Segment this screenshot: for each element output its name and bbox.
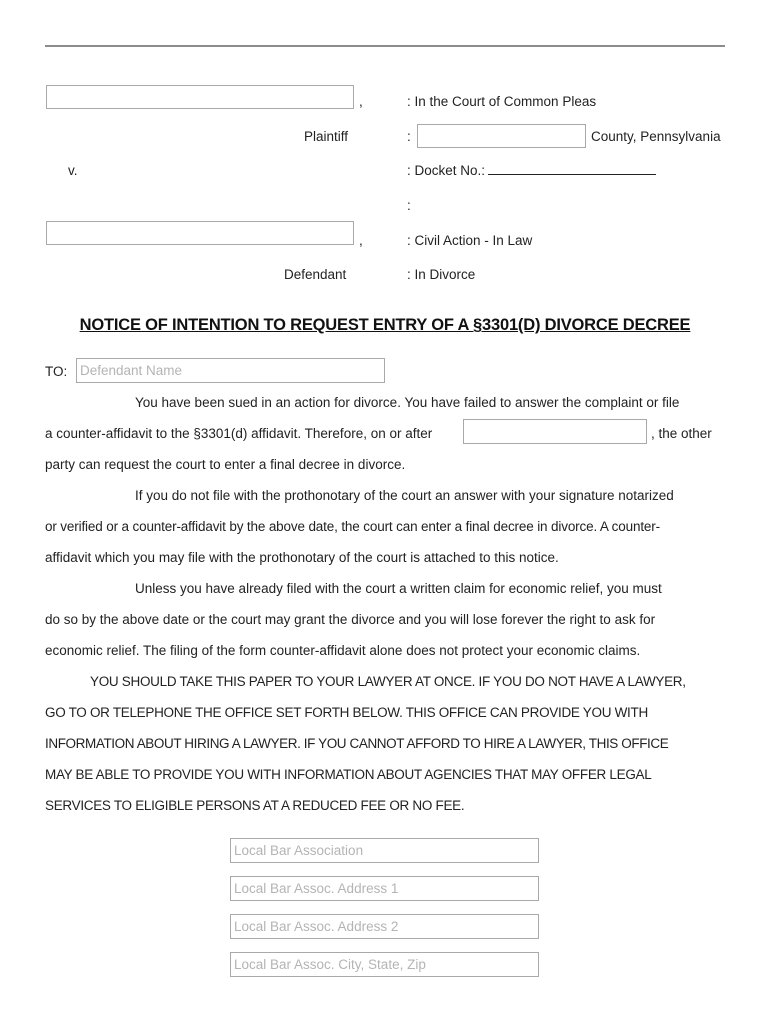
plaintiff-name-field[interactable] — [46, 85, 354, 109]
top-rule — [45, 45, 725, 47]
body-line-suffix: , the other — [651, 426, 712, 441]
county-field[interactable] — [417, 124, 586, 148]
body-line: a counter-affidavit to the §3301(d) affidavit. Therefore, on or after — [45, 426, 433, 441]
body-line: SERVICES TO ELIGIBLE PERSONS AT A REDUCED FEE OR NO FEE. — [45, 798, 465, 813]
body-line: GO TO OR TELEPHONE THE OFFICE SET FORTH BELOW. THIS OFFICE CAN PROVIDE YOU WITH — [45, 705, 648, 720]
defendant-name-input[interactable]: Defendant Name — [76, 358, 385, 383]
notice-title: NOTICE OF INTENTION TO REQUEST ENTRY OF A §3301(D) DIVORCE DECREE — [79, 316, 691, 334]
body-line: You have been sued in an action for divorce. You have failed to answer the complaint or file — [135, 395, 680, 410]
body-line: or verified or a counter-affidavit by the above date, the court can enter a final decree in divorce. A counter- — [45, 519, 660, 534]
body-line: YOU SHOULD TAKE THIS PAPER TO YOUR LAWYER AT ONCE. IF YOU DO NOT HAVE A LAWYER, — [90, 674, 686, 689]
court-label: : In the Court of Common Pleas — [407, 94, 597, 109]
body-line: economic relief. The filing of the form counter-affidavit alone does not protect your economic claims. — [45, 643, 641, 658]
county-colon: : — [407, 129, 411, 144]
docket-label: : Docket No.: — [407, 163, 656, 178]
bar-address1-input[interactable]: Local Bar Assoc. Address 1 — [230, 876, 539, 901]
defendant-label: Defendant — [284, 267, 347, 282]
plaintiff-comma: , — [359, 94, 363, 109]
body-line: affidavit which you may file with the prothonotary of the court is attached to this notice. — [45, 550, 559, 565]
docket-number-line[interactable] — [488, 164, 656, 175]
bar-city-state-zip-input[interactable]: Local Bar Assoc. City, State, Zip — [230, 952, 539, 977]
date-field[interactable] — [463, 419, 647, 444]
plaintiff-label: Plaintiff — [304, 129, 349, 144]
body-line: do so by the above date or the court may grant the divorce and you will lose forever the right to ask for — [45, 612, 656, 627]
body-line: INFORMATION ABOUT HIRING A LAWYER. IF YOU CANNOT AFFORD TO HIRE A LAWYER, THIS OFFICE — [45, 736, 669, 751]
in-divorce-label: : In Divorce — [407, 267, 476, 282]
versus-label: v. — [68, 163, 78, 178]
civil-action-label: : Civil Action - In Law — [407, 233, 533, 248]
bar-address2-input[interactable]: Local Bar Assoc. Address 2 — [230, 914, 539, 939]
bar-association-input[interactable]: Local Bar Association — [230, 838, 539, 863]
county-suffix: County, Pennsylvania — [591, 129, 721, 144]
body-line: Unless you have already filed with the court a written claim for economic relief, you must — [135, 581, 662, 596]
defendant-comma: , — [359, 233, 363, 248]
body-line: party can request the court to enter a final decree in divorce. — [45, 457, 406, 472]
caption-colon: : — [407, 198, 411, 213]
body-line: If you do not file with the prothonotary of the court an answer with your signature notarized — [135, 488, 674, 503]
body-line: MAY BE ABLE TO PROVIDE YOU WITH INFORMATION ABOUT AGENCIES THAT MAY OFFER LEGAL — [45, 767, 652, 782]
to-label: TO: — [45, 364, 68, 379]
defendant-name-field[interactable] — [46, 221, 354, 245]
